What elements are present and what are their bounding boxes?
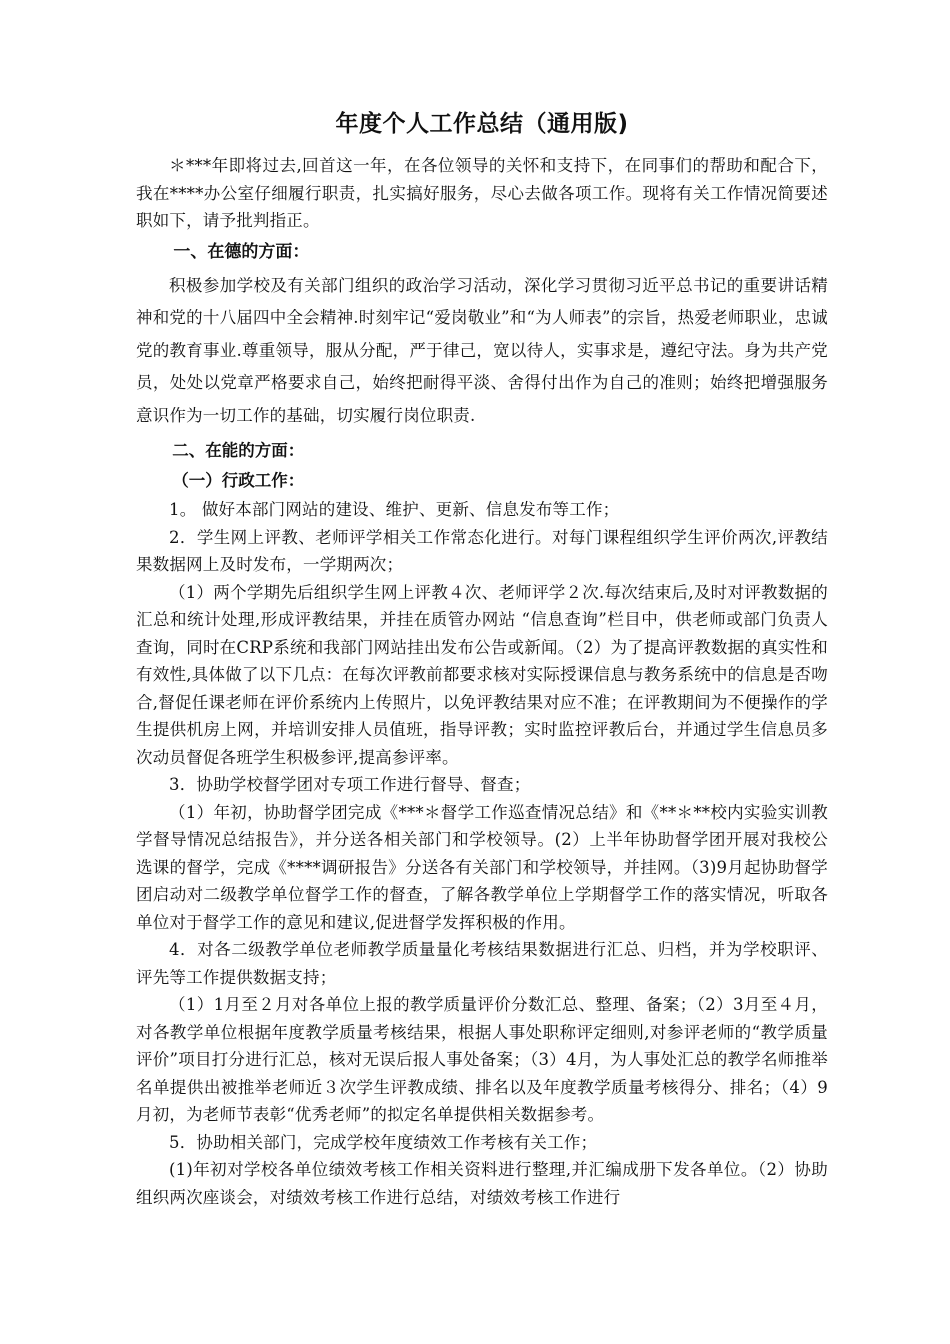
section-1-heading: 一、在德的方面： [173, 241, 310, 262]
item-3: 3．协助学校督学团对专项工作进行督导、督查； [169, 775, 531, 794]
section-1-body: 积极参加学校及有关部门组织的政治学习活动，深化学习贯彻习近平总书记的重要讲话精神和党的十八届四中全会精神.时刻牢记“爱岗敬业”和“为人师表”的宗旨，热爱老师职业，忠诚党的教育事业.尊重领导，服从分配，严于律己，宽以待人，实事求是，遵纪守法。身为共产党员，处处以党章严格要求自己，始终把耐得平淡、舍得付出作为自己的准则；始终把增强服务意识作为一切工作的基础，切实履行岗位职责. [136, 275, 828, 425]
item-4-detail: （1）1月至２月对各单位上报的教学质量评价分数汇总、整理、备案；（2）3月至４月，对各教学单位根据年度教学质量考核结果，根据人事处职称评定细则,对参评老师的“教学质量评价”项目打分进行汇总，核对无误后报人事处备案；（3）4月，为人事处汇总的教学名师推举名单提供出被推举老师近３次学生评教成绩、排名以及年度教学质量考核得分、排名；（4）9月初，为老师节表彰“优秀老师”的拟定名单提供相关数据参考。 [136, 995, 828, 1124]
item-3-detail: （1）年初，协助督学团完成《***＊督学工作巡查情况总结》和《**＊**校内实验实训教学督导情况总结报告》，并分送各相关部门和学校领导。(2）上半年协助督学团开展对我校公选课的督学，完成《****调研报告》分送各有关部门和学校领导，并挂网。（3)9月起协助督学团启动对二级教学单位督学工作的督查，了解各教学单位上学期督学工作的落实情况，听取各单位对于督学工作的意见和建议,促进督学发挥积极的作用。 [136, 802, 828, 932]
item-5-detail: (1)年初对学校各单位绩效考核工作相关资料进行整理,并汇编成册下发各单位。（2）协助组织两次座谈会，对绩效考核工作进行总结，对绩效考核工作进行 [136, 1160, 828, 1207]
item-5: 5．协助相关部门，完成学校年度绩效工作考核有关工作； [169, 1132, 598, 1152]
item-2: 2．学生网上评教、老师评学相关工作常态化进行。对每门课程组织学生评价两次,评教结果数据网上及时发布，一学期两次； [136, 527, 828, 574]
item-2-detail: （1）两个学期先后组织学生网上评教４次、老师评学２次.每次结束后,及时对评教数据的汇总和统计处理,形成评教结果，并挂在质管办网站 “信息查询”栏目中，供老师或部门负责人查询，同时在CRP系统和我部门网站挂出发布公告或新闻。（2）为了提高评教数据的真实性和有效性,具体做了以下几点：在每次评教前都要求核对实际授课信息与教务系统中的信息是否吻合,督促任课老师在评价系统内上传照片，以免评教结果对应不准；在评教期间为不便操作的学生提供机房上网，并培训安排人员值班，指导评教；实时监控评教后台，并通过学生信息员多次动员督促各班学生积极参评,提高参评率。 [136, 582, 828, 767]
subsection-1-heading: （一）行政工作： [172, 471, 305, 490]
document-title: 年度个人工作总结（通用版) [335, 111, 629, 137]
item-1: 1。 做好本部门网站的建设、维护、更新、信息发布等工作； [169, 500, 620, 519]
item-4: 4．对各二级教学单位老师教学质量量化考核结果数据进行汇总、归档，并为学校职评、评先等工作提供数据支持； [136, 940, 828, 987]
intro-paragraph: ＊***年即将过去,回首这一年，在各位领导的关怀和支持下，在同事们的帮助和配合下，我在****办公室仔细履行职责，扎实搞好服务，尽心去做各项工作。现将有关工作情况简要述职如下，请予批判指正。 [136, 156, 828, 230]
section-2-heading: 二、在能的方面： [172, 441, 305, 460]
